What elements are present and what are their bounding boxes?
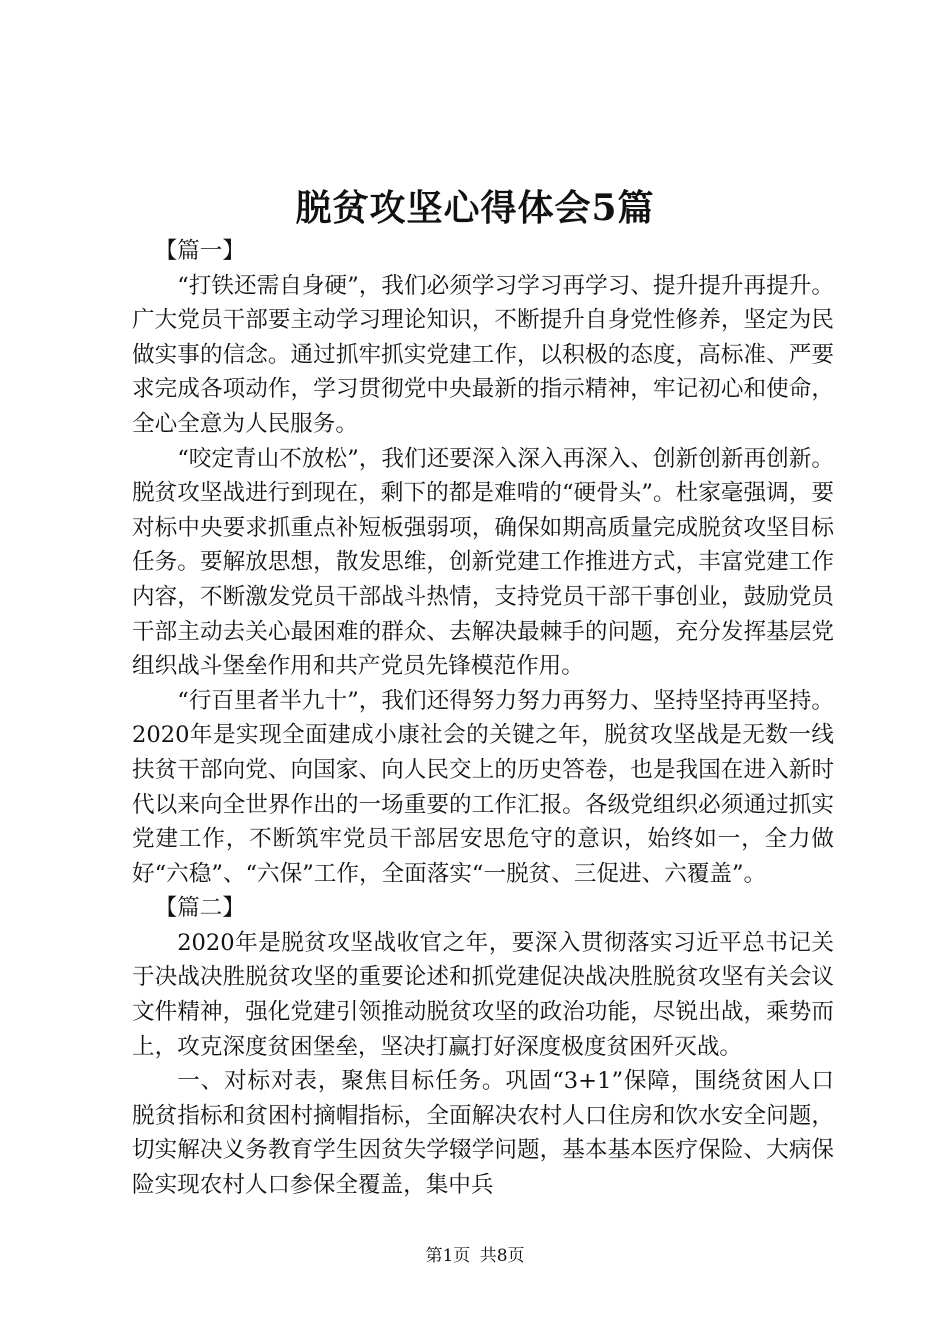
page-total: 共8页 xyxy=(479,1246,525,1266)
paragraph: “打铁还需自身硬”，我们必须学习学习再学习、提升提升再提升。广大党员干部要主动学习理论知识，不断提升自身党性修养，坚定为民做实事的信念。通过抓牢抓实党建工作，以积极的态度，高标准、严要求完成各项动作，学习贯彻党中央最新的指示精神，牢记初心和使命，全心全意为人民服务。 xyxy=(132,272,834,437)
page-number: 第1页 xyxy=(425,1246,471,1266)
document-body xyxy=(132,234,834,1203)
document-title: 脱贫攻坚心得体会5篇 xyxy=(295,187,655,229)
paragraph: “咬定青山不放松”，我们还要深入深入再深入、创新创新再创新。脱贫攻坚战进行到现在，剩下的都是难啃的“硬骨头”。杜家毫强调，要对标中央要求抓重点补短板强弱项，确保如期高质量完成脱贫攻坚目标任务。要解放思想，散发思维，创新党建工作推进方式，丰富党建工作内容，不断激发党员干部战斗热情，支持党员干部干事创业，鼓励党员干部主动去关心最困难的群众、去解决最棘手的问题，充分发挥基层党组织战斗堡垒作用和共产党员先锋模范作用。 xyxy=(132,445,834,680)
section-heading: 【篇一】 xyxy=(154,238,245,264)
paragraph: 一、对标对表，聚焦目标任务。巩固“3+1”保障，围绕贫困人口脱贫指标和贫困村摘帽指标，全面解决农村人口住房和饮水安全问题，切实解决义务教育学生因贫失学辍学问题，基本基本医疗保险、大病保险实现农村人口参保全覆盖，集中兵 xyxy=(132,1068,834,1199)
page-footer xyxy=(0,1244,950,1268)
paragraph: 2020年是脱贫攻坚战收官之年，要深入贯彻落实习近平总书记关于决战决胜脱贫攻坚的重要论述和抓党建促决战决胜脱贫攻坚有关会议文件精神，强化党建引领推动脱贫攻坚的政治功能，尽锐出战，乘势而上，攻克深度贫困堡垒，坚决打赢打好深度极度贫困歼灭战。 xyxy=(132,929,834,1060)
section-heading: 【篇二】 xyxy=(154,895,245,922)
paragraph: “行百里者半九十”，我们还得努力努力再努力、坚持坚持再坚持。2020年是实现全面建成小康社会的关键之年，脱贫攻坚战是无数一线扶贫干部向党、向国家、向人民交上的历史答卷，也是我国在进入新时代以来向全世界作出的一场重要的工作汇报。各级党组织必须通过抓实党建工作，不断筑牢党员干部居安思危守的意识，始终如一，全力做好“六稳”、“六保”工作，全面落实“一脱贫、三促进、六覆盖”。 xyxy=(132,687,834,887)
